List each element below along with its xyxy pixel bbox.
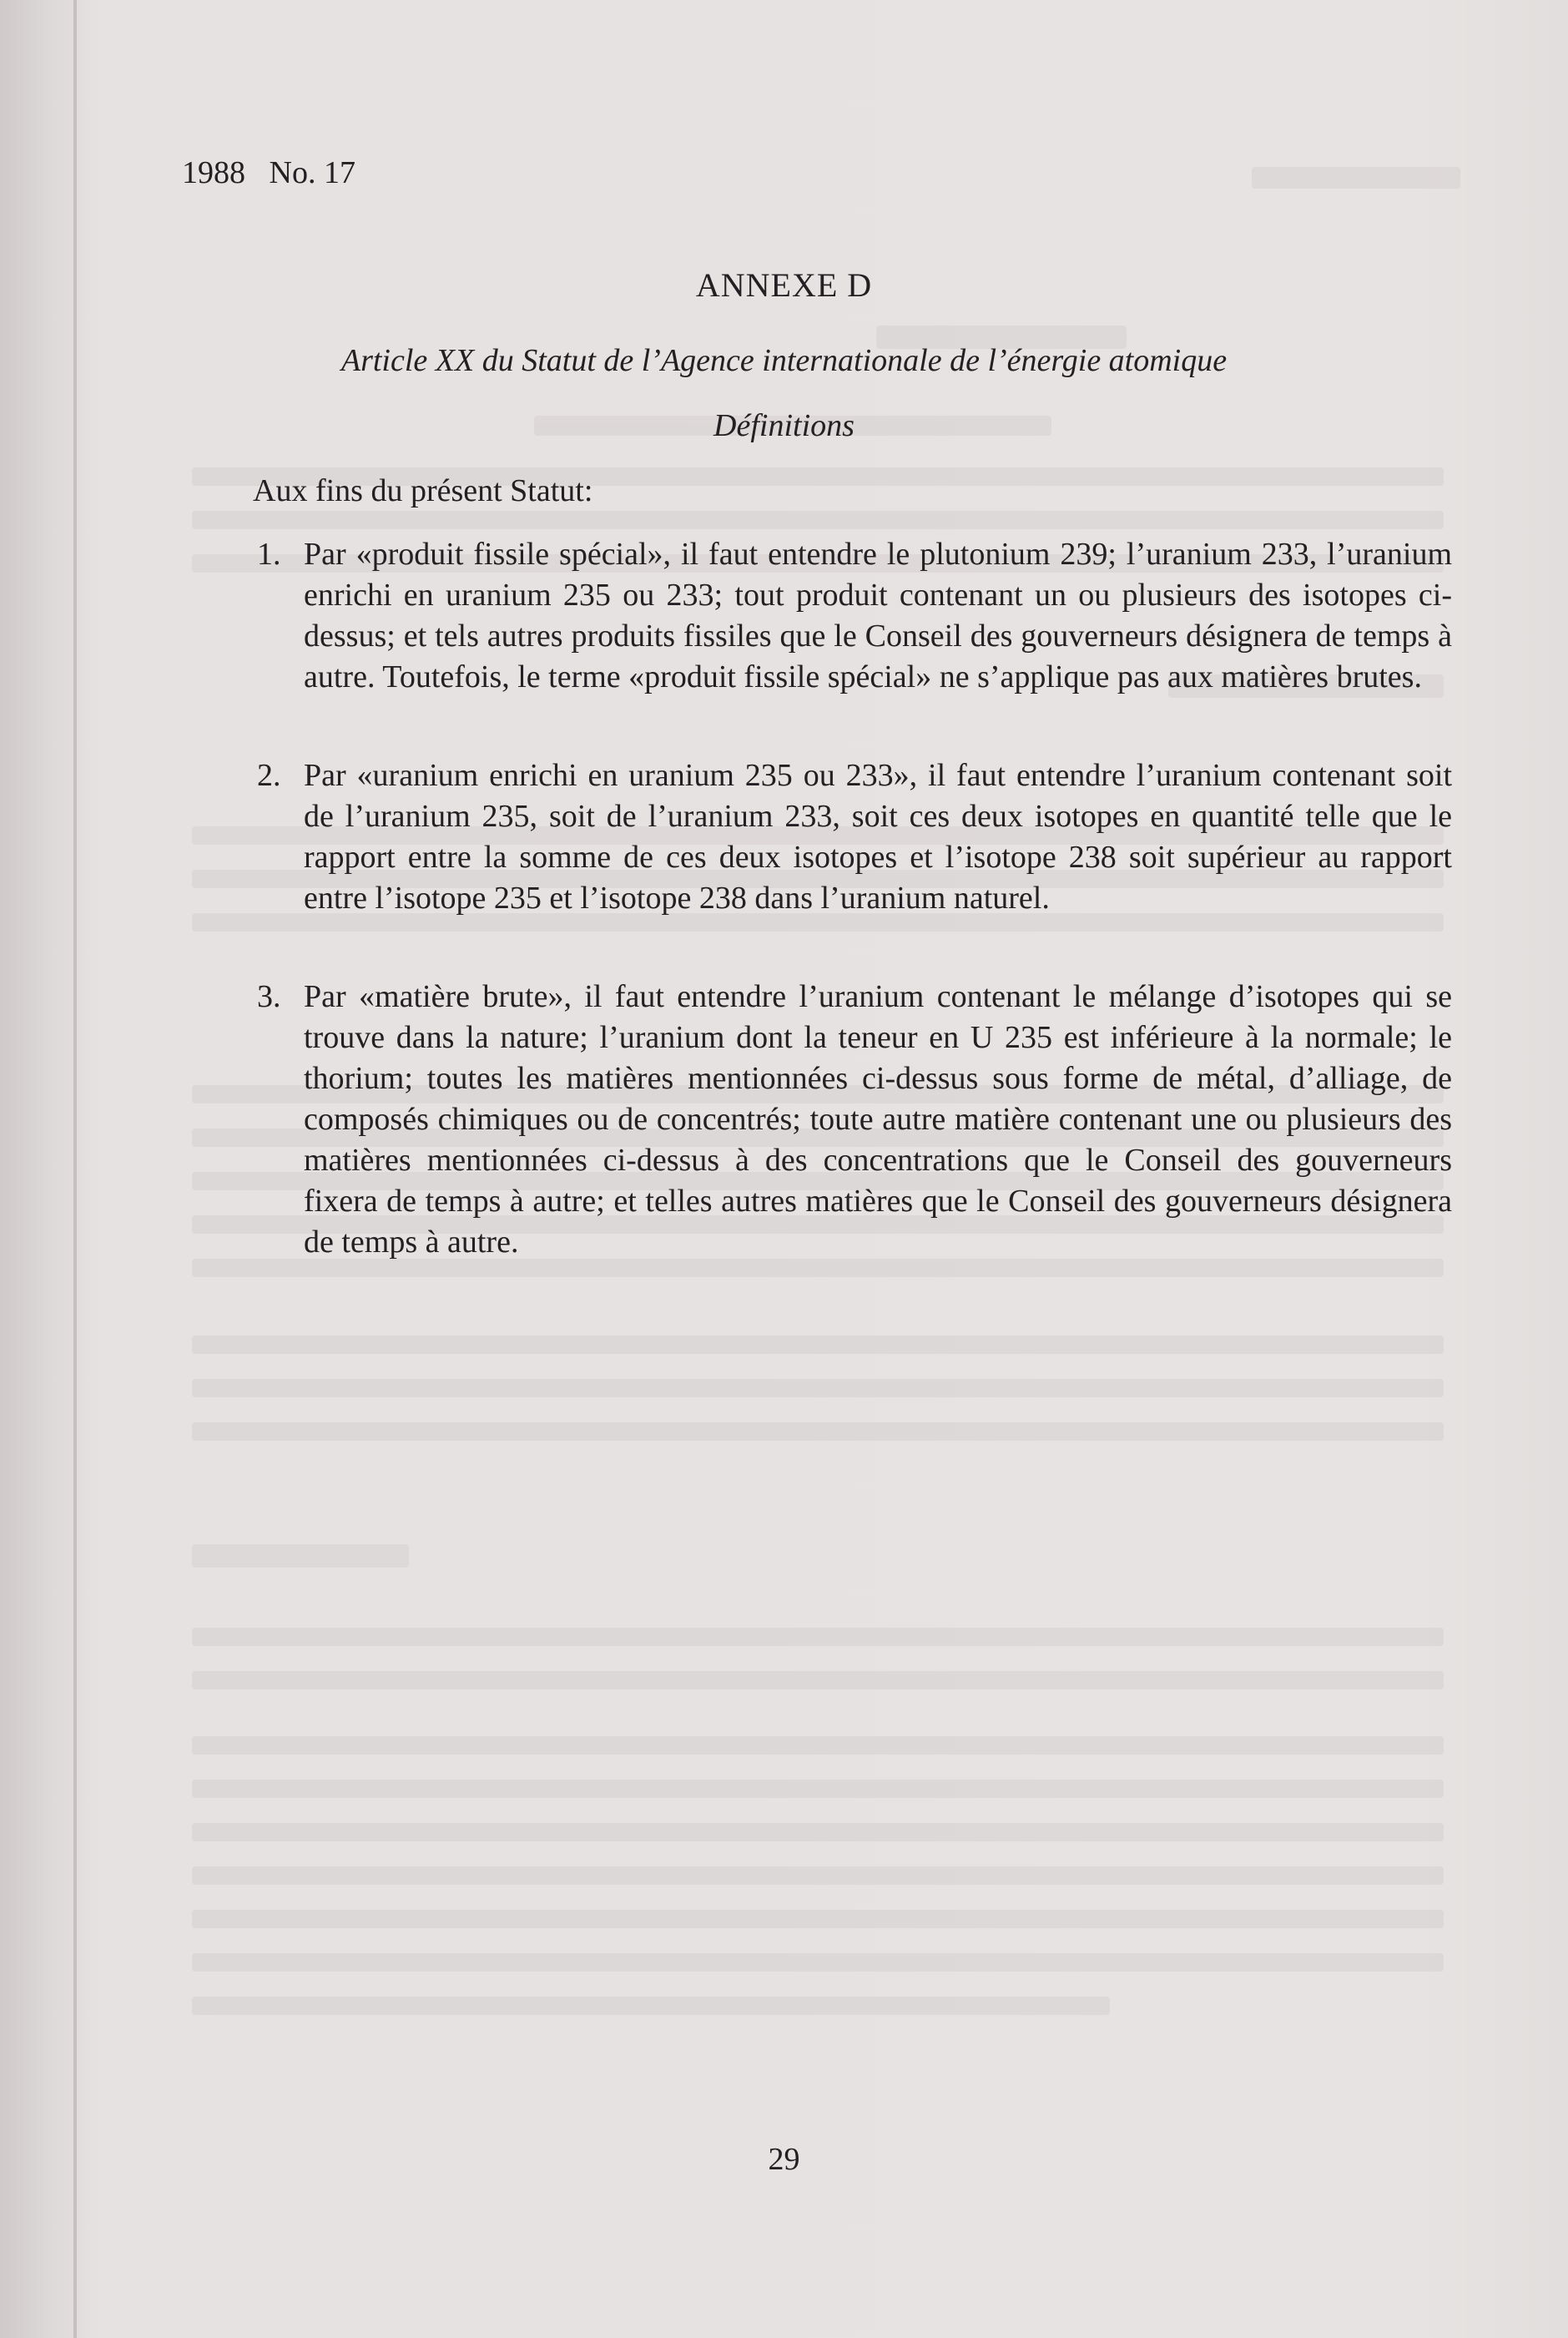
annex-title: ANNEXE D	[695, 266, 873, 304]
definition-text: Par «uranium enrichi en uranium 235 ou 233», il faut entendre l’uranium contenant soit de l’uranium 235, soit de l’uranium 233, soit ces deux isotopes en quantité telle que le rapport entre la somme de ces deux isotopes et l’isotope 238 soit supérieur au rapport entre l’isotope 235 et l’isotope 238 dans l’uranium naturel.	[304, 758, 1452, 916]
definition-text: Par «produit fissile spécial», il faut entendre le plutonium 239; l’uranium 233, l’uranium enrichi en uranium 235 ou 233; tout produit contenant un ou plusieurs des isotopes ci-dessus; et tels autres produits fissiles que le Conseil des gouverneurs désignera de temps à autre. Toutefois, le terme «produit fissile spécial» ne s’applique pas aux matières brutes.	[304, 537, 1452, 694]
document-subtitle: Article XX du Statut de l’Agence internationale de l’énergie atomique	[340, 343, 1228, 378]
page-number: 29	[768, 2142, 800, 2177]
section-heading: Définitions	[713, 408, 855, 443]
definition-number: 1.	[257, 537, 281, 572]
definition-number: 2.	[257, 758, 281, 793]
definition-text: Par «matière brute», il faut entendre l’uranium contenant le mélange d’isotopes qui se trouve dans la nature; l’uranium dont la teneur en U 235 est inférieure à la normale; le thorium; toutes les matières mentionnées ci-dessus sous forme de métal, d’alliage, de composés chimiques ou de concentrés; toute autre matière contenant une ou plusieurs des matières mentionnées ci-dessus à des concentrations que le Conseil des gouverneurs fixera de temps à autre; et telles autres matières que le Conseil des gouverneurs désignera de temps à autre.	[304, 979, 1452, 1260]
intro-line: Aux fins du présent Statut:	[253, 473, 593, 508]
running-head: 1988 No. 17	[182, 155, 355, 190]
definition-number: 3.	[257, 979, 281, 1014]
